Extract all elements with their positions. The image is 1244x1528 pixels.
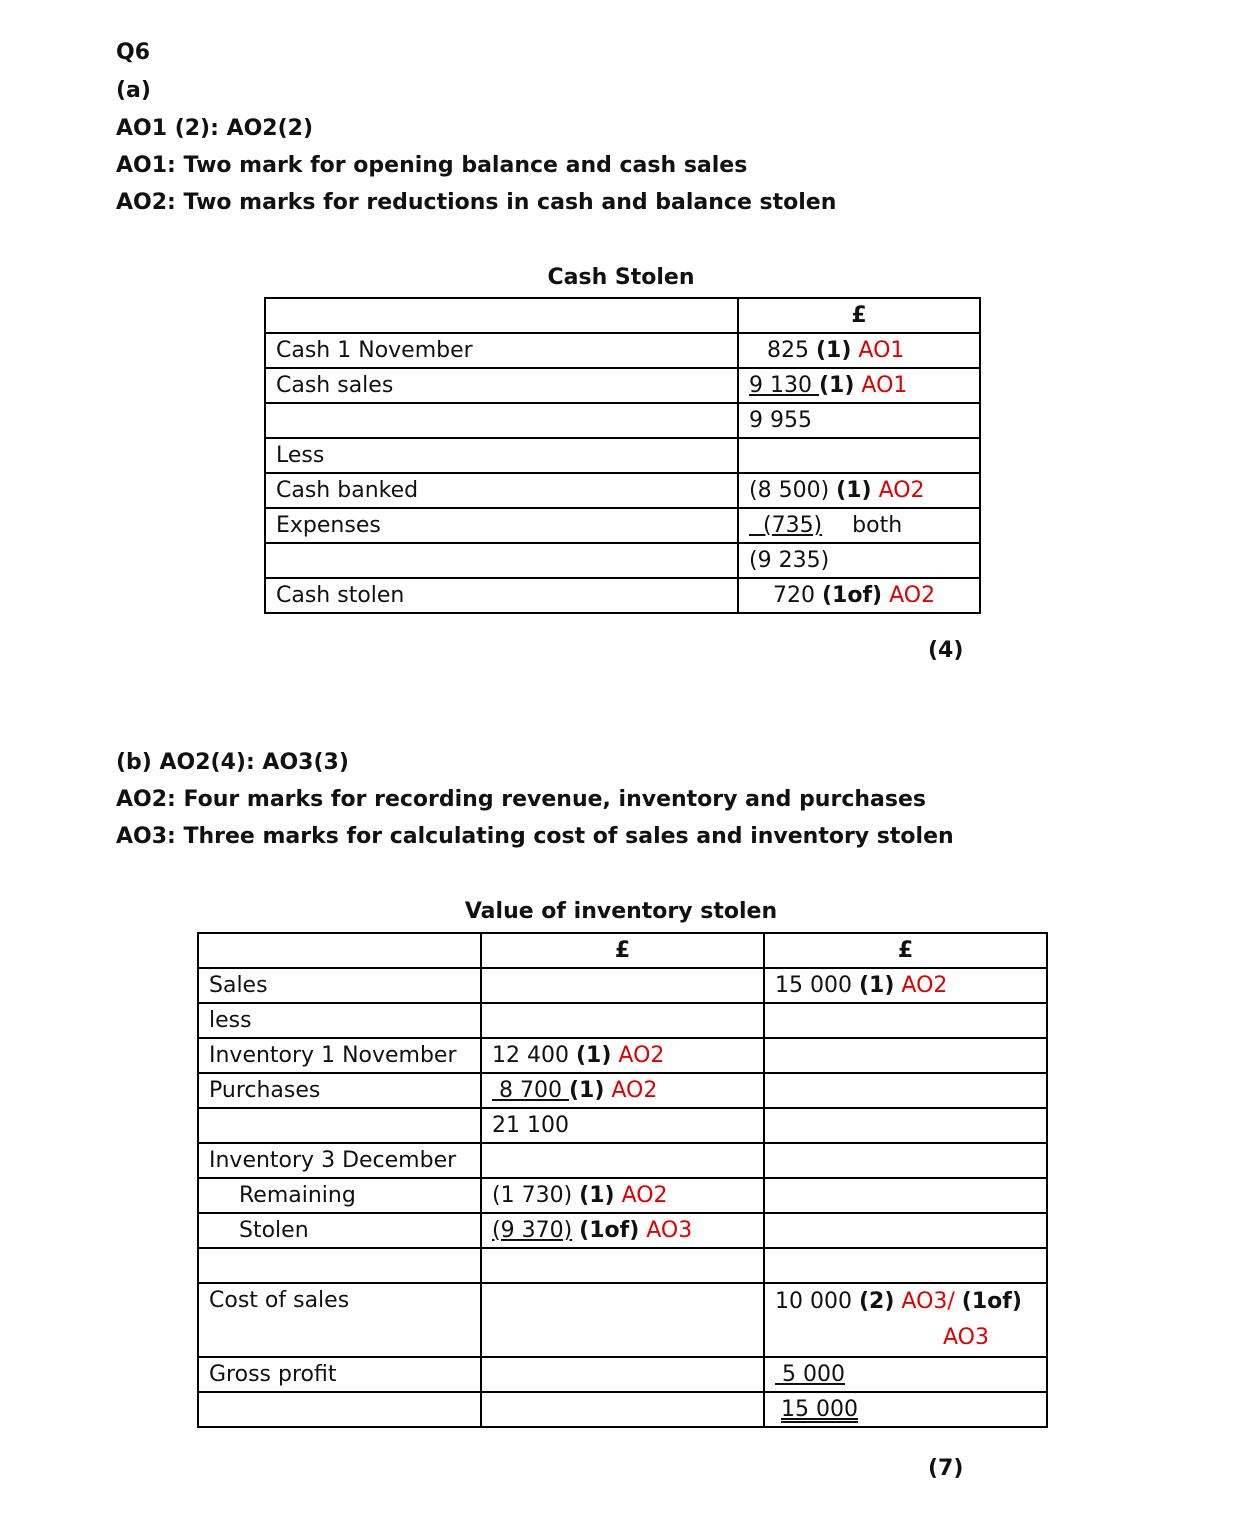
amount: 15 000 (775, 973, 852, 998)
ao-tag: AO2 (889, 583, 936, 608)
table-row (265, 508, 980, 543)
amount: 825 (767, 338, 809, 363)
table-row (198, 1003, 1047, 1038)
table-row (198, 1357, 1047, 1392)
table-cell (764, 1073, 1047, 1108)
row-label: Stolen (198, 1213, 481, 1248)
table-cell (764, 1108, 1047, 1143)
col2-header: £ (764, 933, 1047, 968)
row-label: Inventory 3 December (198, 1143, 481, 1178)
part-b-total-marks: (7) (928, 1456, 964, 1481)
mark: (1) (858, 973, 895, 998)
row-value (764, 1392, 1047, 1427)
part-b-ao-split: (b) AO2(4): AO3(3) (116, 750, 349, 775)
row-value (764, 968, 1047, 1003)
inventory-stolen-table (197, 932, 1048, 1428)
row-value (481, 1213, 764, 1248)
table-cell (764, 1003, 1047, 1038)
currency-header: £ (738, 298, 980, 333)
mark: (1of) (822, 583, 883, 608)
mark: (1of) (961, 1289, 1022, 1314)
table-cell (265, 298, 738, 333)
row-label: Sales (198, 968, 481, 1003)
table-row (265, 543, 980, 578)
col1-header: £ (481, 933, 764, 968)
ao-tag: AO3 (943, 1325, 989, 1350)
row-label: Purchases (198, 1073, 481, 1108)
amount: 8 700 (492, 1078, 569, 1103)
amount: (1 730) (492, 1183, 573, 1208)
row-label (265, 403, 738, 438)
row-value (738, 473, 980, 508)
amount: (8 500) (749, 478, 830, 503)
row-label: Cash stolen (265, 578, 738, 613)
row-label: Cost of sales (198, 1283, 481, 1357)
row-value: (9 235) (738, 543, 980, 578)
table-row (198, 1108, 1047, 1143)
ao-tag: AO3/ (901, 1289, 955, 1314)
mark: (1) (575, 1043, 612, 1068)
part-b-ao2-desc: AO2: Four marks for recording revenue, inventory and purchases (116, 787, 926, 812)
row-value (738, 578, 980, 613)
value-line (775, 1320, 1036, 1356)
row-label: Expenses (265, 508, 738, 543)
row-value (738, 368, 980, 403)
table-row (265, 473, 980, 508)
inventory-stolen-title: Value of inventory stolen (464, 899, 778, 924)
row-value: 9 955 (738, 403, 980, 438)
table-row (265, 333, 980, 368)
table-cell (764, 1178, 1047, 1213)
table-cell (481, 1357, 764, 1392)
part-a-ao1-desc: AO1: Two mark for opening balance and cash sales (116, 153, 748, 178)
row-label (265, 543, 738, 578)
row-value (764, 1283, 1047, 1357)
note: both (852, 513, 903, 538)
table-cell (764, 1213, 1047, 1248)
table-cell (481, 1143, 764, 1178)
mark: (1) (818, 373, 855, 398)
table-row (198, 1073, 1047, 1108)
ao-tag: AO3 (646, 1218, 693, 1243)
row-label (198, 1392, 481, 1427)
mark: (1) (568, 1078, 605, 1103)
row-label: Remaining (198, 1178, 481, 1213)
table-cell (481, 1248, 764, 1283)
mark: (1of) (579, 1218, 640, 1243)
amount: (735) (749, 513, 823, 538)
ao-tag: AO2 (901, 973, 948, 998)
table-cell (481, 1392, 764, 1427)
ao-tag: AO2 (621, 1183, 668, 1208)
row-label: Cash 1 November (265, 333, 738, 368)
row-value (738, 508, 980, 543)
mark: (1) (579, 1183, 615, 1208)
part-a-ao-split: AO1 (2): AO2(2) (116, 116, 314, 141)
cash-stolen-title: Cash Stolen (547, 265, 695, 290)
amount: 10 000 (775, 1289, 852, 1314)
part-b-ao3-desc: AO3: Three marks for calculating cost of sales and inventory stolen (116, 824, 954, 849)
table-cell (764, 1248, 1047, 1283)
table-row (198, 968, 1047, 1003)
table-row (198, 933, 1047, 968)
table-row (198, 1038, 1047, 1073)
row-value: 21 100 (481, 1108, 764, 1143)
ao-tag: AO2 (878, 478, 925, 503)
ao-tag: AO2 (618, 1043, 665, 1068)
row-label: Gross profit (198, 1357, 481, 1392)
part-a-total-marks: (4) (928, 638, 964, 663)
row-value (738, 438, 980, 473)
value-line (775, 1284, 1036, 1320)
cash-stolen-table (264, 297, 981, 614)
amount: 15 000 (781, 1397, 858, 1422)
table-row (265, 298, 980, 333)
table-row (198, 1178, 1047, 1213)
table-row (198, 1248, 1047, 1283)
amount: 720 (773, 583, 815, 608)
table-cell (481, 1283, 764, 1357)
row-label: less (198, 1003, 481, 1038)
table-cell (198, 933, 481, 968)
ao-tag: AO1 (861, 373, 908, 398)
table-cell (764, 1143, 1047, 1178)
row-label: Inventory 1 November (198, 1038, 481, 1073)
row-label (198, 1108, 481, 1143)
table-row (265, 368, 980, 403)
table-row (265, 438, 980, 473)
mark: (1) (816, 338, 852, 363)
table-row (265, 403, 980, 438)
table-cell (481, 1003, 764, 1038)
ao-tag: AO2 (611, 1078, 658, 1103)
row-value (481, 1073, 764, 1108)
amount: 5 000 (775, 1362, 845, 1387)
table-row (198, 1143, 1047, 1178)
question-number: Q6 (116, 40, 151, 65)
row-label: Cash sales (265, 368, 738, 403)
row-label (198, 1248, 481, 1283)
amount: (9 370) (492, 1218, 573, 1243)
table-row (265, 578, 980, 613)
row-value (764, 1357, 1047, 1392)
mark: (2) (858, 1289, 895, 1314)
mark: (1) (836, 478, 872, 503)
row-value (738, 333, 980, 368)
table-row (198, 1392, 1047, 1427)
table-row (198, 1283, 1047, 1357)
table-row (198, 1213, 1047, 1248)
row-value (481, 1038, 764, 1073)
part-a-label: (a) (116, 78, 151, 103)
amount: 12 400 (492, 1043, 569, 1068)
table-cell (481, 968, 764, 1003)
row-label: Cash banked (265, 473, 738, 508)
ao-tag: AO1 (858, 338, 905, 363)
row-label: Less (265, 438, 738, 473)
table-cell (764, 1038, 1047, 1073)
part-a-ao2-desc: AO2: Two marks for reductions in cash and balance stolen (116, 190, 837, 215)
row-value (481, 1178, 764, 1213)
amount: 9 130 (749, 373, 819, 398)
